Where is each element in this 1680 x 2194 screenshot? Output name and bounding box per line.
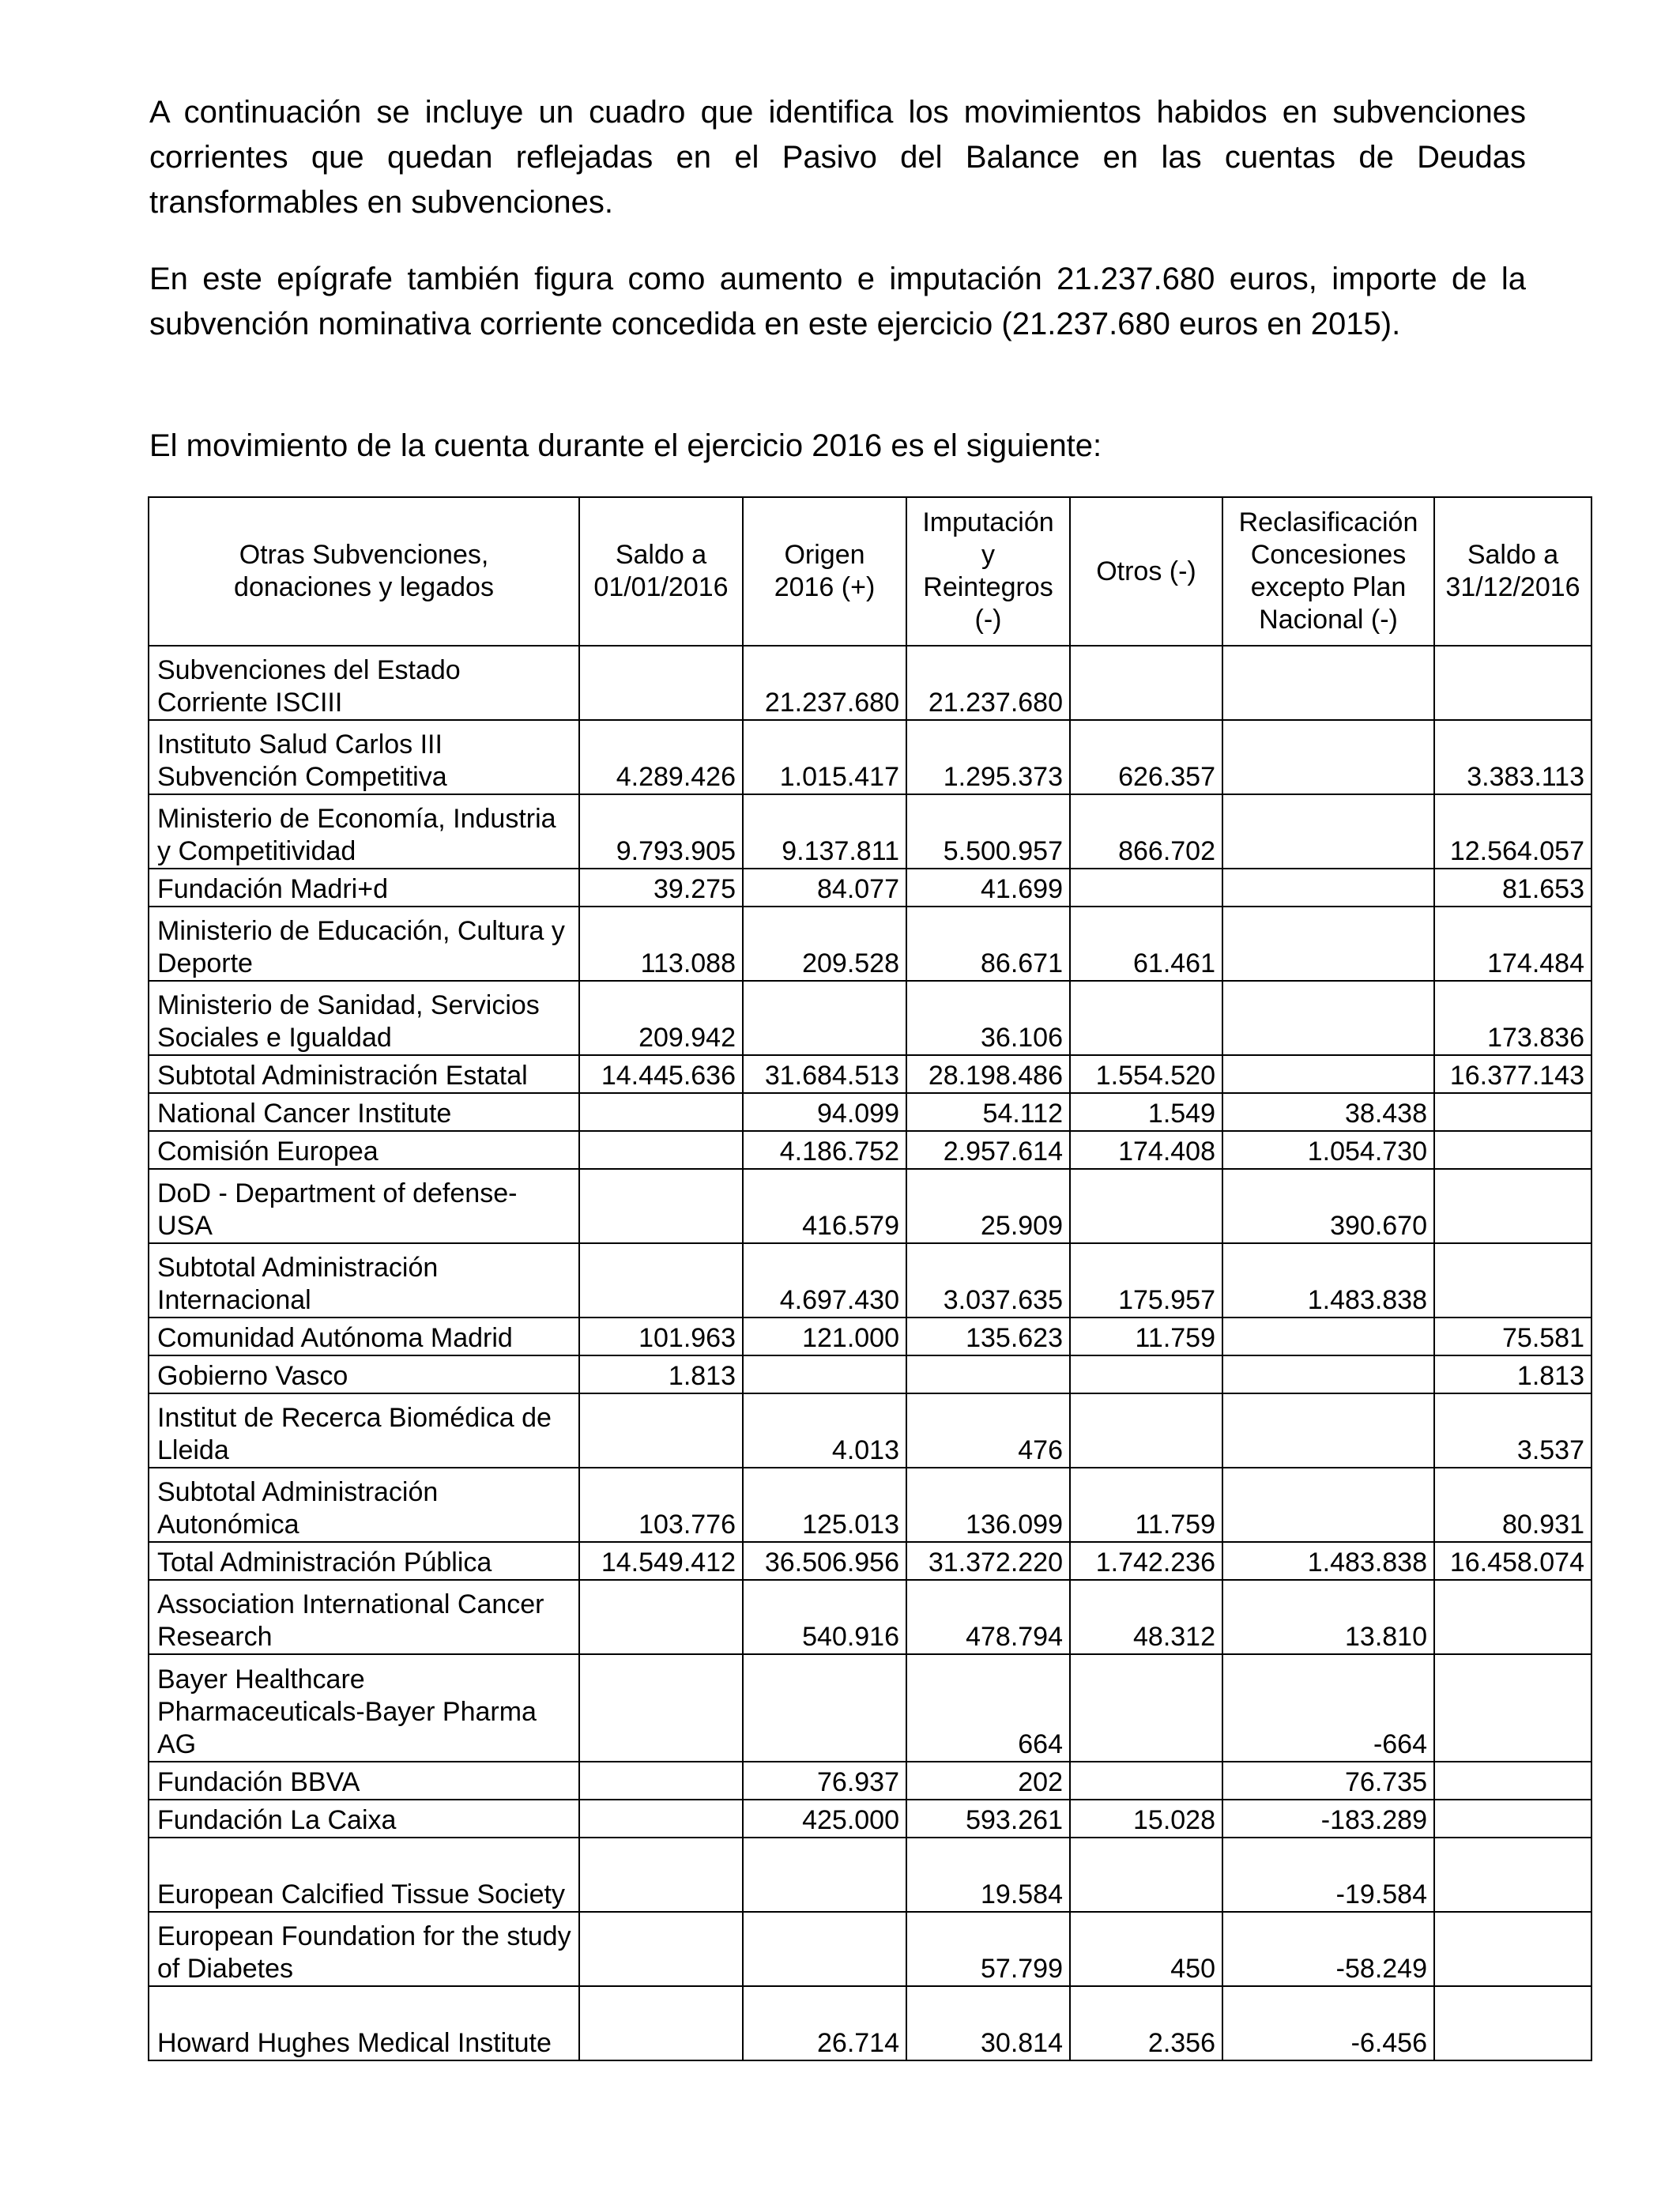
row-label: Instituto Salud Carlos III Subvención Competitiva: [149, 720, 579, 794]
header-origin: [743, 497, 906, 646]
table-row: [149, 1800, 1591, 1838]
cell-others: [1070, 1355, 1222, 1393]
cell-closing-balance: 174.484: [1434, 907, 1591, 981]
cell-closing-balance: 173.836: [1434, 981, 1591, 1055]
cell-others: 1.549: [1070, 1093, 1222, 1131]
row-label: DoD - Department of defense-USA: [149, 1169, 579, 1243]
cell-origin: 26.714: [743, 1986, 906, 2060]
cell-imputation: 86.671: [906, 907, 1070, 981]
cell-others: 1.742.236: [1070, 1542, 1222, 1580]
cell-opening-balance: [579, 1243, 743, 1318]
cell-opening-balance: [579, 1800, 743, 1838]
header-line: Saldo a: [1467, 540, 1559, 570]
cell-closing-balance: [1434, 646, 1591, 720]
table-row: [149, 1542, 1591, 1580]
cell-reclassification: [1222, 1355, 1434, 1393]
cell-reclassification: [1222, 981, 1434, 1055]
cell-imputation: 25.909: [906, 1169, 1070, 1243]
cell-closing-balance: [1434, 1169, 1591, 1243]
header-line: Otras Subvenciones,: [239, 540, 489, 570]
table-intro-paragraph: El movimiento de la cuenta durante el ejercicio 2016 es el siguiente:: [149, 428, 1102, 463]
header-line: Saldo a: [615, 540, 707, 570]
cell-origin: [743, 1654, 906, 1762]
row-label: Subtotal Administración Estatal: [149, 1055, 579, 1093]
cell-others: [1070, 646, 1222, 720]
cell-origin: 4.697.430: [743, 1243, 906, 1318]
table-row: [149, 907, 1591, 981]
cell-origin: [743, 1355, 906, 1393]
header-concept: [149, 497, 579, 646]
cell-imputation: 2.957.614: [906, 1131, 1070, 1169]
row-label: Comisión Europea: [149, 1131, 579, 1169]
row-label: Institut de Recerca Biomédica de Lleida: [149, 1393, 579, 1468]
cell-closing-balance: 16.377.143: [1434, 1055, 1591, 1093]
cell-closing-balance: 16.458.074: [1434, 1542, 1591, 1580]
cell-others: 11.759: [1070, 1318, 1222, 1355]
cell-reclassification: [1222, 907, 1434, 981]
header-line: Otros (-): [1096, 556, 1196, 586]
cell-imputation: 664: [906, 1654, 1070, 1762]
cell-others: [1070, 869, 1222, 907]
cell-others: [1070, 981, 1222, 1055]
intro-paragraph: A continuación se incluye un cuadro que identifica los movimientos habidos en subvenciones corrientes que quedan reflejadas en el Pasivo del Balance en las cuentas de Deudas transformables en subvenciones.: [149, 95, 1526, 220]
cell-opening-balance: 103.776: [579, 1468, 743, 1542]
table-row: [149, 1355, 1591, 1393]
cell-imputation: 5.500.957: [906, 794, 1070, 869]
cell-closing-balance: 12.564.057: [1434, 794, 1591, 869]
cell-reclassification: 1.054.730: [1222, 1131, 1434, 1169]
cell-imputation: 593.261: [906, 1800, 1070, 1838]
header-line: Imputación: [922, 507, 1054, 537]
cell-imputation: 36.106: [906, 981, 1070, 1055]
cell-closing-balance: [1434, 1580, 1591, 1654]
cell-closing-balance: [1434, 1838, 1591, 1912]
table-row: [149, 1318, 1591, 1355]
cell-opening-balance: 14.445.636: [579, 1055, 743, 1093]
cell-imputation: 3.037.635: [906, 1243, 1070, 1318]
cell-opening-balance: [579, 1912, 743, 1986]
row-label: Subvenciones del Estado Corriente ISCIII: [149, 646, 579, 720]
cell-closing-balance: [1434, 1654, 1591, 1762]
row-label: European Foundation for the study of Diabetes: [149, 1912, 579, 1986]
cell-reclassification: [1222, 1468, 1434, 1542]
row-label: Ministerio de Economía, Industria y Competitividad: [149, 794, 579, 869]
cell-imputation: 1.295.373: [906, 720, 1070, 794]
row-label: Total Administración Pública: [149, 1542, 579, 1580]
cell-opening-balance: [579, 1393, 743, 1468]
cell-closing-balance: [1434, 1243, 1591, 1318]
cell-opening-balance: 4.289.426: [579, 720, 743, 794]
header-opening-balance: [579, 497, 743, 646]
cell-opening-balance: [579, 1838, 743, 1912]
row-label: Subtotal Administración Autonómica: [149, 1468, 579, 1542]
cell-others: [1070, 1654, 1222, 1762]
table-row: [149, 1243, 1591, 1318]
cell-opening-balance: 113.088: [579, 907, 743, 981]
cell-origin: 416.579: [743, 1169, 906, 1243]
cell-imputation: 135.623: [906, 1318, 1070, 1355]
cell-origin: 9.137.811: [743, 794, 906, 869]
table-row: [149, 720, 1591, 794]
cell-reclassification: 38.438: [1222, 1093, 1434, 1131]
cell-reclassification: [1222, 720, 1434, 794]
header-line: Nacional (-): [1259, 605, 1398, 635]
header-line: 2016 (+): [774, 572, 876, 602]
cell-others: [1070, 1393, 1222, 1468]
cell-imputation: 478.794: [906, 1580, 1070, 1654]
cell-others: 175.957: [1070, 1243, 1222, 1318]
cell-origin: [743, 981, 906, 1055]
table-row: [149, 1468, 1591, 1542]
cell-origin: 94.099: [743, 1093, 906, 1131]
header-line: Reintegros: [923, 572, 1053, 602]
cell-imputation: 54.112: [906, 1093, 1070, 1131]
header-others: [1070, 497, 1222, 646]
cell-closing-balance: [1434, 1986, 1591, 2060]
cell-opening-balance: 1.813: [579, 1355, 743, 1393]
subsidy-note-paragraph: En este epígrafe también figura como aumento e imputación 21.237.680 euros, importe de la subvención nominativa corriente concedida en este ejercicio (21.237.680 euros en 2015).: [149, 262, 1526, 341]
cell-imputation: 476: [906, 1393, 1070, 1468]
cell-origin: 209.528: [743, 907, 906, 981]
cell-origin: 540.916: [743, 1580, 906, 1654]
header-line: Concesiones: [1250, 540, 1407, 570]
table-row: [149, 1093, 1591, 1131]
cell-imputation: [906, 1355, 1070, 1393]
cell-others: 1.554.520: [1070, 1055, 1222, 1093]
cell-closing-balance: 3.383.113: [1434, 720, 1591, 794]
row-label: Bayer Healthcare Pharmaceuticals-Bayer Pharma AG: [149, 1654, 579, 1762]
cell-origin: 76.937: [743, 1762, 906, 1800]
cell-imputation: 21.237.680: [906, 646, 1070, 720]
header-closing-balance: [1434, 497, 1591, 646]
header-line: 31/12/2016: [1445, 572, 1580, 602]
cell-others: 866.702: [1070, 794, 1222, 869]
cell-closing-balance: 80.931: [1434, 1468, 1591, 1542]
cell-origin: 125.013: [743, 1468, 906, 1542]
table-row: [149, 869, 1591, 907]
table-body: [149, 646, 1591, 2060]
cell-opening-balance: [579, 1580, 743, 1654]
cell-imputation: 19.584: [906, 1838, 1070, 1912]
header-line: Reclasificación: [1238, 507, 1418, 537]
cell-reclassification: 76.735: [1222, 1762, 1434, 1800]
cell-opening-balance: 14.549.412: [579, 1542, 743, 1580]
cell-origin: [743, 1912, 906, 1986]
cell-reclassification: -19.584: [1222, 1838, 1434, 1912]
cell-others: 61.461: [1070, 907, 1222, 981]
cell-imputation: 57.799: [906, 1912, 1070, 1986]
cell-opening-balance: [579, 1093, 743, 1131]
cell-reclassification: [1222, 1055, 1434, 1093]
cell-reclassification: [1222, 869, 1434, 907]
cell-others: 15.028: [1070, 1800, 1222, 1838]
cell-origin: 425.000: [743, 1800, 906, 1838]
table-row: [149, 1762, 1591, 1800]
cell-others: 450: [1070, 1912, 1222, 1986]
cell-closing-balance: [1434, 1800, 1591, 1838]
cell-opening-balance: [579, 1654, 743, 1762]
row-label: Howard Hughes Medical Institute: [149, 1986, 579, 2060]
cell-origin: 1.015.417: [743, 720, 906, 794]
cell-others: 48.312: [1070, 1580, 1222, 1654]
cell-others: 11.759: [1070, 1468, 1222, 1542]
cell-reclassification: 390.670: [1222, 1169, 1434, 1243]
cell-opening-balance: 9.793.905: [579, 794, 743, 869]
cell-opening-balance: [579, 1131, 743, 1169]
cell-reclassification: 1.483.838: [1222, 1243, 1434, 1318]
cell-origin: 4.013: [743, 1393, 906, 1468]
cell-imputation: 30.814: [906, 1986, 1070, 2060]
cell-reclassification: [1222, 794, 1434, 869]
header-reclassification: [1222, 497, 1434, 646]
row-label: Fundación Madri+d: [149, 869, 579, 907]
cell-closing-balance: [1434, 1131, 1591, 1169]
row-label: Fundación La Caixa: [149, 1800, 579, 1838]
cell-closing-balance: [1434, 1762, 1591, 1800]
table-row: [149, 1169, 1591, 1243]
cell-others: 174.408: [1070, 1131, 1222, 1169]
cell-imputation: 41.699: [906, 869, 1070, 907]
header-line: (-): [974, 605, 1002, 635]
cell-others: 2.356: [1070, 1986, 1222, 2060]
cell-opening-balance: 39.275: [579, 869, 743, 907]
row-label: Subtotal Administración Internacional: [149, 1243, 579, 1318]
cell-closing-balance: 75.581: [1434, 1318, 1591, 1355]
cell-others: [1070, 1838, 1222, 1912]
cell-others: [1070, 1169, 1222, 1243]
cell-closing-balance: 3.537: [1434, 1393, 1591, 1468]
cell-opening-balance: 101.963: [579, 1318, 743, 1355]
cell-imputation: 31.372.220: [906, 1542, 1070, 1580]
header-line: y: [981, 540, 995, 570]
cell-origin: 21.237.680: [743, 646, 906, 720]
cell-others: 626.357: [1070, 720, 1222, 794]
row-label: Comunidad Autónoma Madrid: [149, 1318, 579, 1355]
cell-opening-balance: [579, 1986, 743, 2060]
cell-opening-balance: 209.942: [579, 981, 743, 1055]
cell-opening-balance: [579, 1762, 743, 1800]
header-imputation: [906, 497, 1070, 646]
cell-others: [1070, 1762, 1222, 1800]
cell-reclassification: 1.483.838: [1222, 1542, 1434, 1580]
cell-origin: 36.506.956: [743, 1542, 906, 1580]
header-line: Origen: [784, 540, 865, 570]
cell-origin: 4.186.752: [743, 1131, 906, 1169]
cell-origin: 84.077: [743, 869, 906, 907]
row-label: European Calcified Tissue Society: [149, 1838, 579, 1912]
row-label: Association International Cancer Research: [149, 1580, 579, 1654]
header-line: excepto Plan: [1250, 572, 1407, 602]
row-label: Fundación BBVA: [149, 1762, 579, 1800]
cell-origin: 121.000: [743, 1318, 906, 1355]
cell-closing-balance: 81.653: [1434, 869, 1591, 907]
row-label: Gobierno Vasco: [149, 1355, 579, 1393]
cell-reclassification: -664: [1222, 1654, 1434, 1762]
table-row: [149, 1131, 1591, 1169]
header-line: donaciones y legados: [234, 572, 494, 602]
cell-imputation: 136.099: [906, 1468, 1070, 1542]
table-row: [149, 1986, 1591, 2060]
cell-reclassification: [1222, 646, 1434, 720]
cell-opening-balance: [579, 1169, 743, 1243]
cell-reclassification: -183.289: [1222, 1800, 1434, 1838]
table-header-row: [149, 497, 1591, 646]
cell-reclassification: -58.249: [1222, 1912, 1434, 1986]
cell-origin: [743, 1838, 906, 1912]
cell-reclassification: 13.810: [1222, 1580, 1434, 1654]
row-label: Ministerio de Educación, Cultura y Deporte: [149, 907, 579, 981]
cell-reclassification: [1222, 1318, 1434, 1355]
table-row: [149, 1654, 1591, 1762]
cell-origin: 31.684.513: [743, 1055, 906, 1093]
cell-closing-balance: [1434, 1093, 1591, 1131]
header-line: 01/01/2016: [593, 572, 729, 602]
table-row: [149, 1055, 1591, 1093]
table-row: [149, 981, 1591, 1055]
table-row: [149, 1580, 1591, 1654]
table-row: [149, 1838, 1591, 1912]
row-label: National Cancer Institute: [149, 1093, 579, 1131]
cell-opening-balance: [579, 646, 743, 720]
cell-imputation: 202: [906, 1762, 1070, 1800]
cell-reclassification: -6.456: [1222, 1986, 1434, 2060]
table-row: [149, 794, 1591, 869]
table-row: [149, 646, 1591, 720]
cell-closing-balance: 1.813: [1434, 1355, 1591, 1393]
cell-reclassification: [1222, 1393, 1434, 1468]
table-row: [149, 1912, 1591, 1986]
cell-imputation: 28.198.486: [906, 1055, 1070, 1093]
cell-closing-balance: [1434, 1912, 1591, 1986]
row-label: Ministerio de Sanidad, Servicios Sociales e Igualdad: [149, 981, 579, 1055]
table-row: [149, 1393, 1591, 1468]
subsidies-movement-table: [148, 496, 1592, 2061]
